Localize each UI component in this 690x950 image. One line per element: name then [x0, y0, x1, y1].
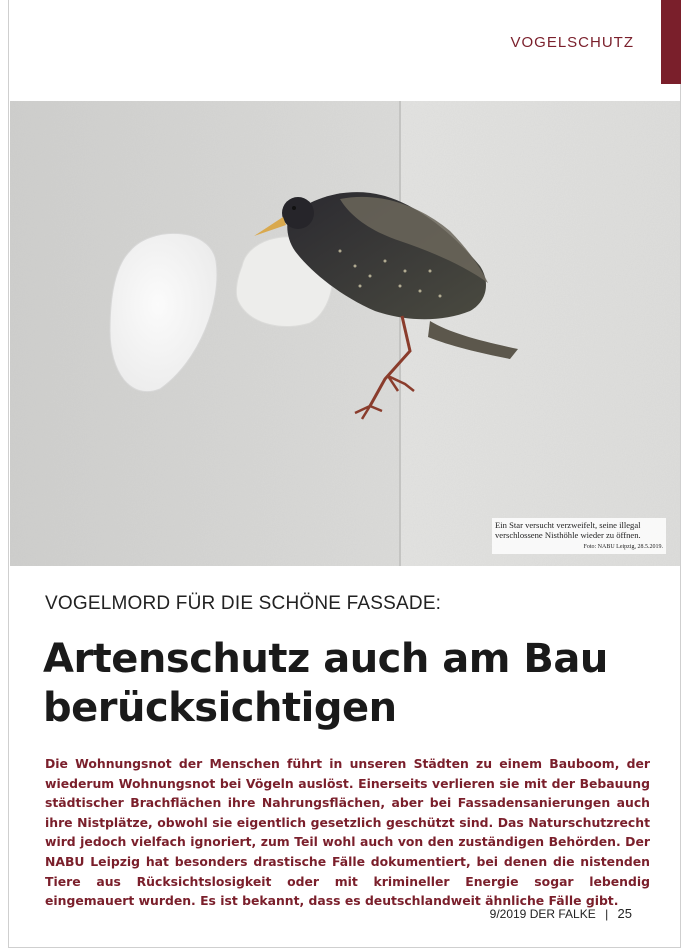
- starling-photo: [10, 101, 680, 566]
- article-lead: Die Wohnungsnot der Menschen führt in unseren Städten zu einem Bauboom, der wiederum Wohnungsnot bei Vögeln auslöst. Einerseits verlieren sie mit der Bebauung städtischer Brachflächen ihre Nahrungsflächen, aber bei Fassadensanierungen auch ihre Nistplätze, obwohl sie eigentlich gesetzlich geschützt sind. Das Naturschutzrecht wird jedoch vielfach ignoriert, zum Teil wohl auch von den zuständigen Behörden. Der NABU Leipzig hat besonders drastische Fälle dokumentiert, bei denen die nistenden Tiere aus Rücksichtslosigkeit oder mit krimineller Energie sogar lebendig eingemauert wurden. Es ist bekannt, dass es deutschlandweit ähnliche Fälle gibt.: [45, 756, 650, 909]
- page-footer: [490, 906, 632, 921]
- headline-line-1: Artenschutz auch am Bau: [43, 636, 608, 682]
- issue-number: 9/2019: [489, 907, 527, 921]
- article-headline: [43, 635, 663, 733]
- magazine-name: DER FALKE: [529, 907, 596, 921]
- caption-text: Ein Star versucht verzweifelt, seine illegal verschlossene Nisthöhle wieder zu öffnen.: [495, 519, 641, 540]
- photo-caption: [492, 518, 666, 555]
- photo-illustration: [10, 101, 680, 566]
- section-label: VOGELSCHUTZ: [510, 34, 634, 51]
- photo-credit: Foto: NABU Leipzig, 28.5.2019.: [583, 543, 663, 550]
- page-number: 25: [617, 906, 632, 921]
- headline-line-2: berücksichtigen: [43, 685, 397, 731]
- accent-bar: [661, 0, 681, 84]
- footer-separator: |: [605, 907, 609, 921]
- article-kicker: VOGELMORD FÜR DIE SCHÖNE FASSADE:: [45, 593, 442, 614]
